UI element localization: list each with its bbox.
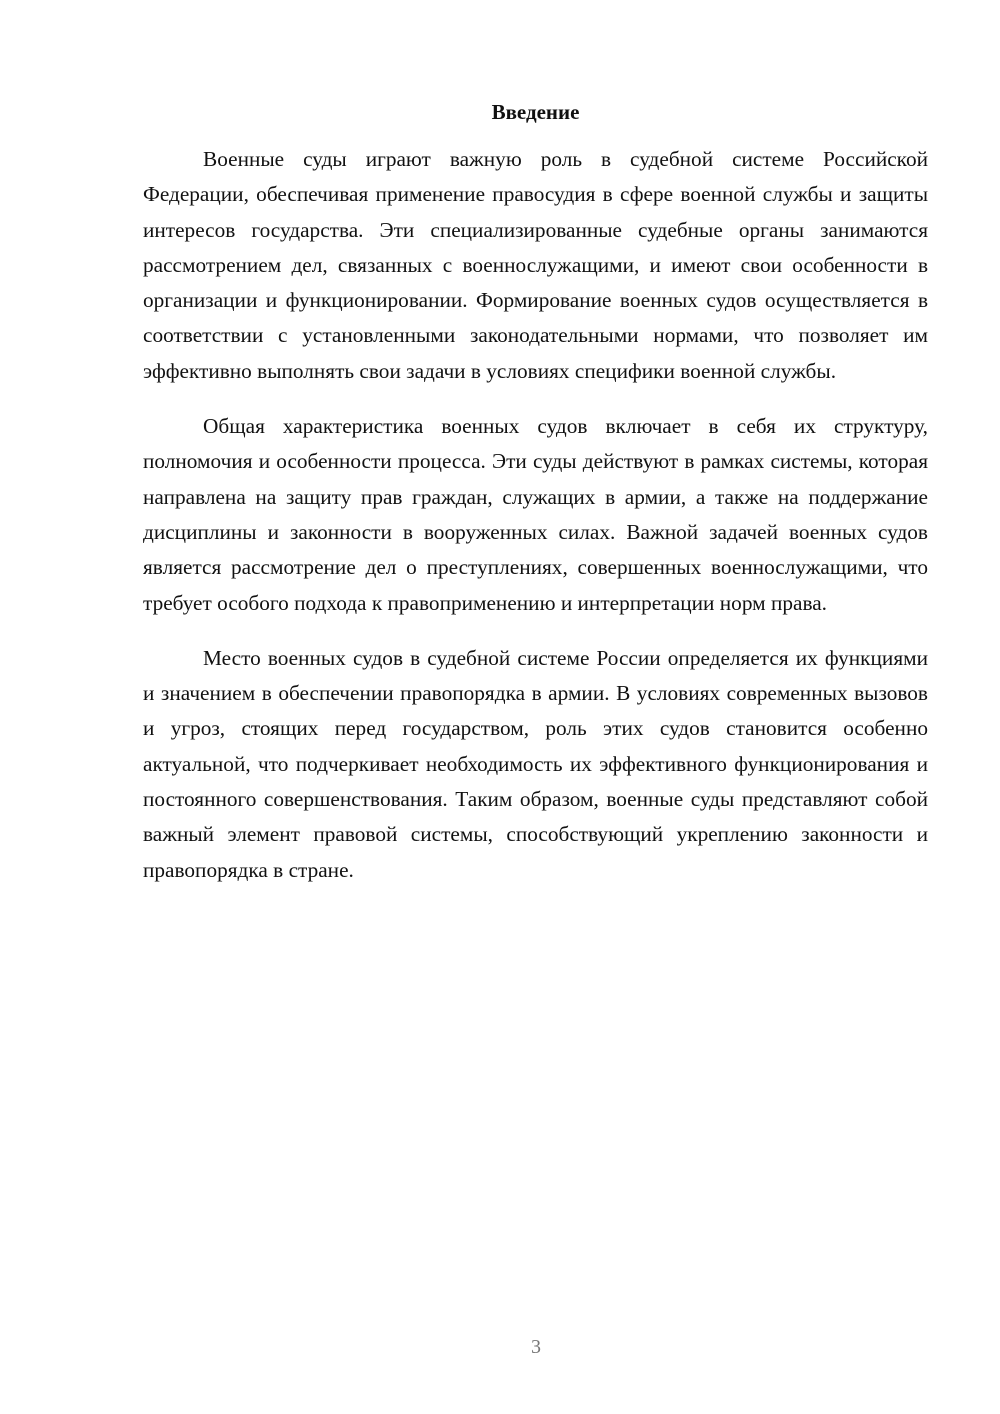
page-title: Введение: [491, 100, 580, 124]
paragraph-2: Общая характеристика военных судов включает в себя их структуру, полномочия и особенности процесса. Эти суды действуют в рамках системы, которая направлена на защиту прав граждан, служащих в армии, а также на поддержание дисциплины и законности в вооруженных силах. Важной задачей военных судов является рассмотрение дел о преступлениях, совершенных военнослужащими, что требует особого подхода к правоприменению и интерпретации норм права.: [143, 414, 928, 615]
paragraph-3: Место военных судов в судебной системе России определяется их функциями и значением в обеспечении правопорядка в армии. В условиях современных вызовов и угроз, стоящих перед государством, роль этих судов становится особенно актуальной, что подчеркивает необходимость их эффективного функционирования и постоянного совершенствования. Таким образом, военные суды представляют собой важный элемент правовой системы, способствующий укреплению законности и правопорядка в стране.: [143, 645, 928, 882]
document-body: [143, 142, 928, 908]
page-number: 3: [531, 1336, 541, 1358]
paragraph-1: Военные суды играют важную роль в судебной системе Российской Федерации, обеспечивая применение правосудия в сфере военной службы и защиты интересов государства. Эти специализированные судебные органы занимаются рассмотрением дел, связанных с военнослужащими, и имеют свои особенности в организации и функционировании. Формирование военных судов осуществляется в соответствии с установленными законодательными нормами, что позволяет им эффективно выполнять свои задачи в условиях специфики военной службы.: [143, 147, 928, 383]
